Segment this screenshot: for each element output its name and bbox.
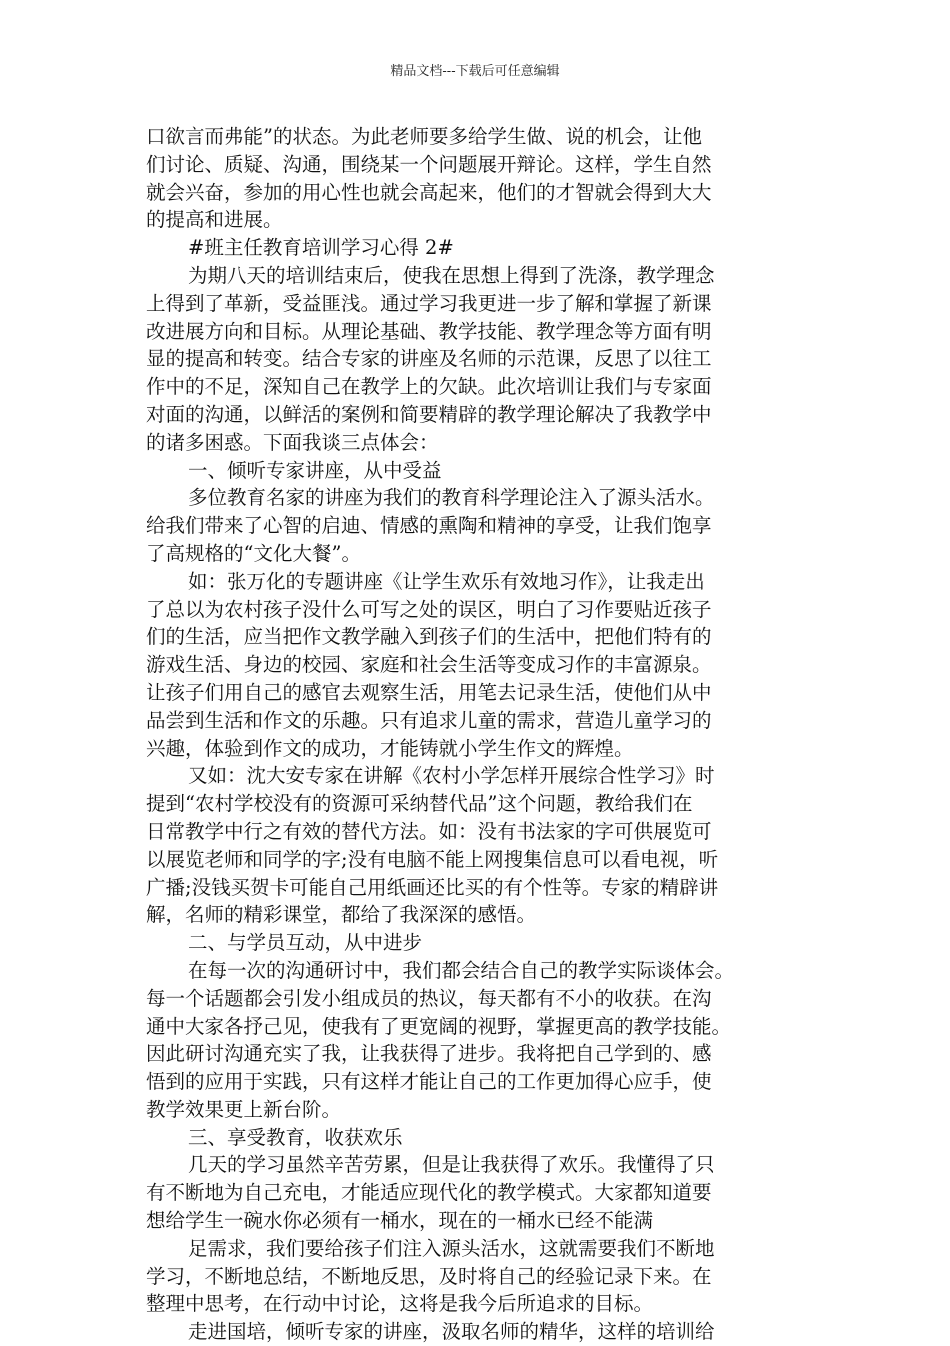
text-line: 一、倾听专家讲座，从中受益 bbox=[188, 458, 442, 482]
text-line: 如：张万化的专题讲座《让学生欢乐有效地习作》，让我走出 bbox=[188, 569, 705, 593]
text-line: 兴趣，体验到作文的成功，才能铸就小学生作文的辉煌。 bbox=[146, 736, 634, 760]
text-line: 给我们带来了心智的启迪、情感的熏陶和精神的享受，让我们饱享 bbox=[146, 514, 712, 538]
text-line: 品尝到生活和作文的乐趣。只有追求儿童的需求，营造儿童学习的 bbox=[146, 708, 712, 732]
text-line: 让孩子们用自己的感官去观察生活，用笔去记录生活，使他们从中 bbox=[146, 680, 712, 704]
text-line: 在每一次的沟通研讨中，我们都会结合自己的教学实际谈体会。 bbox=[188, 958, 735, 982]
text-line: 又如：沈大安专家在讲解《农村小学怎样开展综合性学习》时 bbox=[188, 764, 715, 788]
text-line: 有不断地为自己充电，才能适应现代化的教学模式。大家都知道要 bbox=[146, 1181, 712, 1205]
text-line: 三、享受教育，收获欢乐 bbox=[188, 1125, 403, 1149]
text-line: 想给学生一碗水你必须有一桶水，现在的一桶水已经不能满 bbox=[146, 1209, 654, 1233]
text-line: 以展览老师和同学的字;没有电脑不能上网搜集信息可以看电视，听 bbox=[146, 847, 719, 871]
page-header: 精品文档---下载后可任意编辑 bbox=[390, 64, 560, 79]
text-line: 悟到的应用于实践，只有这样才能让自己的工作更加得心应手，使 bbox=[146, 1070, 712, 1094]
text-line: 为期八天的培训结束后，使我在思想上得到了洗涤，教学理念 bbox=[188, 263, 715, 287]
text-line: 就会兴奋，参加的用心性也就会高起来，他们的才智就会得到大大 bbox=[146, 180, 712, 204]
text-line: 游戏生活、身边的校园、家庭和社会生活等变成习作的丰富源泉。 bbox=[146, 653, 712, 677]
text-line: 口欲言而弗能”的状态。为此老师要多给学生做、说的机会，让他 bbox=[146, 125, 702, 148]
text-line: 几天的学习虽然辛苦劳累，但是让我获得了欢乐。我懂得了只 bbox=[188, 1153, 715, 1177]
text-line: 提到“农村学校没有的资源可采纳替代品”这个问题，教给我们在 bbox=[146, 792, 693, 816]
text-line: 改进展方向和目标。从理论基础、教学技能、教学理念等方面有明 bbox=[146, 319, 712, 343]
text-line: 解，名师的精彩课堂，都给了我深深的感悟。 bbox=[146, 903, 537, 927]
text-line: 因此研讨沟通充实了我，让我获得了进步。我将把自己学到的、感 bbox=[146, 1042, 712, 1066]
text-line: 了高规格的“文化大餐”。 bbox=[146, 541, 361, 565]
text-line: 们的生活，应当把作文教学融入到孩子们的生活中，把他们特有的 bbox=[146, 625, 712, 649]
text-line: 走进国培，倾听专家的讲座，汲取名师的精华，这样的培训给 bbox=[188, 1320, 715, 1344]
text-line: 多位教育名家的讲座为我们的教育科学理论注入了源头活水。 bbox=[188, 486, 715, 510]
text-line: 了总以为农村孩子没什么可写之处的误区，明白了习作要贴近孩子 bbox=[146, 597, 712, 621]
text-line: #班主任教育培训学习心得 2# bbox=[188, 236, 454, 260]
text-line: 们讨论、质疑、沟通，围绕某一个问题展开辩论。这样，学生自然 bbox=[146, 152, 712, 176]
text-line: 广播;没钱买贺卡可能自己用纸画还比买的有个性等。专家的精辟讲 bbox=[146, 875, 719, 899]
text-line: 对面的沟通，以鲜活的案例和简要精辟的教学理论解决了我教学中 bbox=[146, 402, 712, 426]
text-line: 的提高和进展。 bbox=[146, 208, 283, 232]
text-line: 作中的不足，深知自己在教学上的欠缺。此次培训让我们与专家面 bbox=[146, 375, 712, 399]
text-line: 足需求，我们要给孩子们注入源头活水，这就需要我们不断地 bbox=[188, 1236, 715, 1260]
text-line: 二、与学员互动，从中进步 bbox=[188, 931, 423, 955]
text-line: 上得到了革新，受益匪浅。通过学习我更进一步了解和掌握了新课 bbox=[146, 291, 712, 315]
text-line: 教学效果更上新台阶。 bbox=[146, 1097, 342, 1121]
text-line: 显的提高和转变。结合专家的讲座及名师的示范课，反思了以往工 bbox=[146, 347, 712, 371]
text-line: 日常教学中行之有效的替代方法。如：没有书法家的字可供展览可 bbox=[146, 819, 712, 843]
text-line: 通中大家各抒己见，使我有了更宽阔的视野，掌握更高的教学技能。 bbox=[146, 1014, 732, 1038]
text-line: 学习，不断地总结，不断地反思，及时将自己的经验记录下来。在 bbox=[146, 1264, 712, 1288]
document-body bbox=[146, 123, 808, 1346]
text-line: 整理中思考，在行动中讨论，这将是我今后所追求的目标。 bbox=[146, 1292, 654, 1316]
text-line: 的诸多困惑。下面我谈三点体会： bbox=[146, 430, 439, 454]
text-line: 每一个话题都会引发小组成员的热议，每天都有不小的收获。在沟 bbox=[146, 986, 712, 1010]
